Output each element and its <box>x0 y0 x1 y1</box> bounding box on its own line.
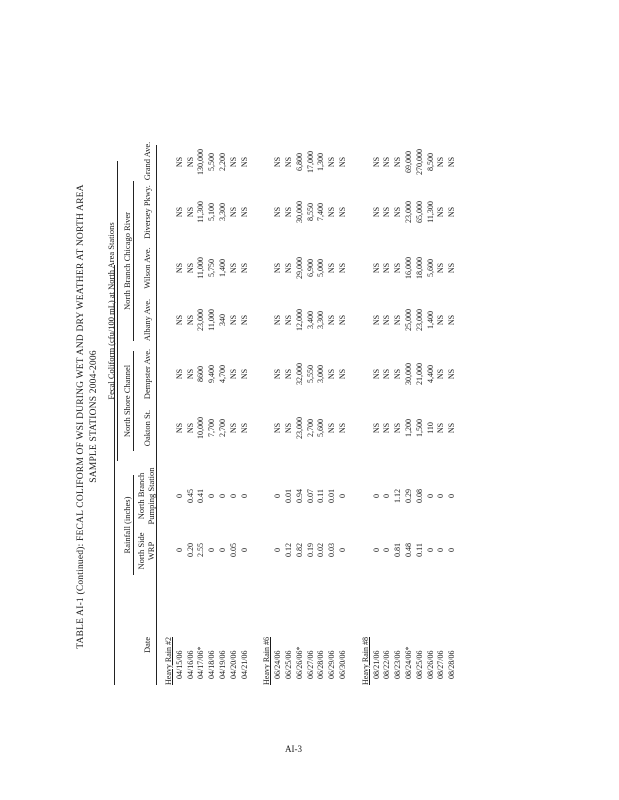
ps-cell: 0.08 <box>414 489 424 503</box>
date-cell: 04/21/06 <box>239 650 249 679</box>
wilson-cell: 1,400 <box>218 259 227 277</box>
dempster-header: Dempster Ave. <box>142 348 152 400</box>
albany-cell: NS <box>447 314 457 326</box>
oakton-cell: NS <box>393 422 403 434</box>
dempster-cell: NS <box>338 368 347 380</box>
ps-cell: 0 <box>338 494 347 498</box>
ps-cell: 0 <box>436 494 446 498</box>
ps-cell: 0 <box>218 494 227 498</box>
albany-cell: 1,400 <box>425 311 435 329</box>
albany-cell: 3,400 <box>305 311 315 329</box>
grand-cell: NS <box>371 156 381 168</box>
wrp-cell: 0 <box>382 548 392 552</box>
albany-cell: 12,000 <box>294 309 304 331</box>
fecal-group-rule <box>117 161 118 461</box>
ps-cell: 0.41 <box>196 489 206 503</box>
dempster-cell: NS <box>284 368 293 380</box>
dempster-cell: NS <box>382 368 392 380</box>
ps-cell: 0 <box>273 494 283 498</box>
wilson-cell: NS <box>327 262 337 274</box>
diversey-cell: NS <box>174 206 184 218</box>
wilson-cell: 5,000 <box>316 259 326 277</box>
diversey-cell: 5,100 <box>207 203 217 221</box>
albany-cell: NS <box>338 314 347 326</box>
albany-cell: NS <box>436 314 446 326</box>
date-cell: 04/15/06 <box>174 650 184 679</box>
grand-cell: 6,800 <box>294 153 304 171</box>
wilson-cell: NS <box>273 262 283 274</box>
wrp-cell: 0 <box>338 548 347 552</box>
diversey-cell: NS <box>382 206 392 218</box>
wrp-cell: 0 <box>174 548 184 552</box>
oakton-cell: NS <box>174 422 184 434</box>
diversey-cell: NS <box>327 206 337 218</box>
albany-cell: 340 <box>218 314 227 326</box>
table-subtitle: SAMPLE STATIONS 2004-2006 <box>89 350 99 483</box>
diversey-cell: NS <box>228 206 238 218</box>
albany-cell: NS <box>273 314 283 326</box>
date-cell: 04/20/06 <box>228 650 238 679</box>
albany-cell: 11,000 <box>207 309 217 331</box>
diversey-cell: NS <box>447 206 457 218</box>
diversey-cell: NS <box>436 206 446 218</box>
grand-cell: NS <box>239 156 249 168</box>
diversey-cell: 8,550 <box>305 203 315 221</box>
section-heading: Heavy Rain #2 <box>164 637 173 685</box>
grand-cell: NS <box>393 156 403 168</box>
dempster-cell: NS <box>185 368 195 380</box>
grand-cell: 1,300 <box>316 153 326 171</box>
date-cell: 08/21/06 <box>371 650 381 679</box>
date-cell: 08/27/06 <box>436 650 446 679</box>
date-cell: 04/17/06* <box>196 646 206 679</box>
ps-cell: 0 <box>207 494 217 498</box>
grand-cell: 17,000 <box>305 151 315 173</box>
oakton-cell: NS <box>447 422 457 434</box>
wilson-cell: NS <box>228 262 238 274</box>
dempster-cell: NS <box>273 368 283 380</box>
diversey-cell: 3,300 <box>218 203 227 221</box>
albany-cell: NS <box>371 314 381 326</box>
rainfall-group-header: Rainfall (inches) <box>122 496 132 554</box>
wrp-cell: 0 <box>207 548 217 552</box>
oakton-cell: NS <box>371 422 381 434</box>
section-heading: Heavy Rain #6 <box>262 637 272 685</box>
grand-cell: 270,000 <box>414 149 424 175</box>
header-rule-bottom <box>156 145 157 685</box>
north-branch-chicago-river-rule <box>133 181 134 341</box>
grand-cell: NS <box>327 156 337 168</box>
dempster-cell: NS <box>239 368 249 380</box>
wrp-cell: 0.82 <box>294 543 304 557</box>
date-cell: 08/25/06 <box>414 650 424 679</box>
dempster-cell: NS <box>174 368 184 380</box>
north-branch-ps-header: North Branch Pumping Station <box>136 467 156 525</box>
grand-cell: 8,500 <box>425 153 435 171</box>
grand-cell: NS <box>174 156 184 168</box>
wrp-cell: 0.81 <box>393 543 403 557</box>
albany-cell: NS <box>228 314 238 326</box>
diversey-cell: 65,000 <box>414 201 424 223</box>
oakton-cell: 1,500 <box>414 419 424 437</box>
dempster-cell: NS <box>327 368 337 380</box>
oakton-cell: NS <box>185 422 195 434</box>
albany-cell: 23,000 <box>196 309 206 331</box>
diversey-cell: NS <box>284 206 293 218</box>
oakton-cell: 10,000 <box>196 417 206 439</box>
albany-cell: NS <box>284 314 293 326</box>
dempster-cell: 21,000 <box>414 363 424 385</box>
albany-cell: NS <box>174 314 184 326</box>
date-column-header: Date <box>142 636 152 654</box>
albany-cell: NS <box>382 314 392 326</box>
dempster-cell: NS <box>371 368 381 380</box>
wilson-cell: 18,000 <box>414 257 424 279</box>
wilson-cell: 29,000 <box>294 257 304 279</box>
rotated-table <box>70 140 490 693</box>
wilson-cell: NS <box>447 262 457 274</box>
diversey-cell: NS <box>185 206 195 218</box>
grand-cell: 5,500 <box>207 153 217 171</box>
albany-cell: NS <box>327 314 337 326</box>
date-cell: 06/27/06 <box>305 650 315 679</box>
dempster-cell: NS <box>447 368 457 380</box>
ps-cell: 1.12 <box>393 489 403 503</box>
diversey-cell: 23,000 <box>404 201 413 223</box>
ps-cell: 0.07 <box>305 489 315 503</box>
dempster-cell: 8600 <box>196 366 206 382</box>
wilson-cell: NS <box>382 262 392 274</box>
oakton-cell: NS <box>228 422 238 434</box>
grand-cell: 69,000 <box>404 151 413 173</box>
north-shore-channel-rule <box>133 351 134 451</box>
date-cell: 06/25/06 <box>284 650 293 679</box>
date-cell: 08/23/06 <box>393 650 403 679</box>
date-cell: 06/30/06 <box>338 650 347 679</box>
albany-cell: 3,300 <box>316 311 326 329</box>
ps-cell: 0.29 <box>404 489 413 503</box>
wrp-cell: 2.55 <box>196 543 206 557</box>
albany-cell: 25,000 <box>404 309 413 331</box>
wrp-cell: 0.12 <box>284 543 293 557</box>
date-cell: 06/26/06* <box>294 646 304 679</box>
dempster-cell: 30,000 <box>404 363 413 385</box>
grand-cell: NS <box>338 156 347 168</box>
ps-cell: 0.01 <box>327 489 337 503</box>
diversey-cell: 11,300 <box>425 201 435 223</box>
wrp-cell: 0 <box>425 548 435 552</box>
date-cell: 04/19/06 <box>218 650 227 679</box>
wrp-cell: 0 <box>273 548 283 552</box>
ps-cell: 0.11 <box>316 489 326 503</box>
wrp-cell: 0.11 <box>414 543 424 557</box>
oakton-cell: 2,700 <box>218 419 227 437</box>
albany-cell: NS <box>239 314 249 326</box>
wrp-cell: 0.48 <box>404 543 413 557</box>
oakton-cell: NS <box>436 422 446 434</box>
oakton-header: Oakton St. <box>142 409 152 447</box>
oakton-cell: 7,700 <box>207 419 217 437</box>
albany-cell: NS <box>185 314 195 326</box>
north-side-wrp-header: North Side WRP <box>136 532 156 570</box>
albany-cell: 23,000 <box>414 309 424 331</box>
grand-cell: 2,200 <box>218 153 227 171</box>
fecal-group-header: Fecal Coliform (cfu/100 mL) at North Area Stations <box>106 222 116 400</box>
wilson-cell: 5,600 <box>425 259 435 277</box>
albany-cell: NS <box>393 314 403 326</box>
date-cell: 06/28/06 <box>316 650 326 679</box>
rainfall-group-rule <box>133 475 134 575</box>
wrp-cell: 0.02 <box>316 543 326 557</box>
dempster-cell: 4,700 <box>218 365 227 383</box>
diversey-header: Diversey Pkwy. <box>142 185 152 239</box>
diversey-cell: NS <box>371 206 381 218</box>
date-cell: 06/29/06 <box>327 650 337 679</box>
diversey-cell: 7,400 <box>316 203 326 221</box>
wilson-cell: 6,900 <box>305 259 315 277</box>
oakton-cell: NS <box>273 422 283 434</box>
oakton-cell: NS <box>239 422 249 434</box>
diversey-cell: 30,000 <box>294 201 304 223</box>
grand-cell: NS <box>228 156 238 168</box>
ps-cell: 0.45 <box>185 489 195 503</box>
grand-cell: NS <box>284 156 293 168</box>
oakton-cell: NS <box>327 422 337 434</box>
wilson-cell: NS <box>174 262 184 274</box>
ps-cell: 0 <box>371 494 381 498</box>
grand-cell: NS <box>273 156 283 168</box>
dempster-cell: 9,400 <box>207 365 217 383</box>
north-shore-channel-header: North Shore Channel <box>122 364 132 438</box>
ps-cell: 0.94 <box>294 489 304 503</box>
date-cell: 08/28/06 <box>447 650 457 679</box>
wilson-cell: NS <box>185 262 195 274</box>
date-cell: 06/24/06 <box>273 650 283 679</box>
wilson-cell: NS <box>338 262 347 274</box>
section-heading: Heavy Rain #8 <box>360 637 370 685</box>
oakton-cell: 1,200 <box>404 419 413 437</box>
albany-header: Albany Ave. <box>142 298 152 342</box>
wilson-cell: 5,750 <box>207 259 217 277</box>
dempster-cell: 3,000 <box>316 365 326 383</box>
grand-cell: NS <box>447 156 457 168</box>
grand-cell: 130,000 <box>196 149 206 175</box>
dempster-cell: NS <box>393 368 403 380</box>
oakton-cell: NS <box>338 422 347 434</box>
grand-cell: NS <box>185 156 195 168</box>
ps-cell: 0 <box>425 494 435 498</box>
diversey-cell: NS <box>239 206 249 218</box>
oakton-cell: 23,000 <box>294 417 304 439</box>
date-cell: 08/24/06* <box>404 646 413 679</box>
oakton-cell: 5,600 <box>316 419 326 437</box>
wrp-cell: 0.03 <box>327 543 337 557</box>
ps-cell: 0.01 <box>284 489 293 503</box>
dempster-cell: NS <box>436 368 446 380</box>
page-number: AI-3 <box>285 744 302 754</box>
wilson-cell: 16,000 <box>404 257 413 279</box>
grand-cell: NS <box>382 156 392 168</box>
dempster-cell: 32,000 <box>294 363 304 385</box>
date-cell: 08/26/06 <box>425 650 435 679</box>
ps-cell: 0 <box>174 494 184 498</box>
grand-cell: NS <box>436 156 446 168</box>
wrp-cell: 0 <box>218 548 227 552</box>
diversey-cell: NS <box>273 206 283 218</box>
diversey-cell: NS <box>393 206 403 218</box>
grand-header: Grand Ave. <box>142 141 152 181</box>
oakton-cell: 2,700 <box>305 419 315 437</box>
wrp-cell: 0.19 <box>305 543 315 557</box>
ps-cell: 0 <box>447 494 457 498</box>
wrp-cell: 0 <box>239 548 249 552</box>
oakton-cell: 110 <box>425 422 435 434</box>
date-cell: 08/22/06 <box>382 650 392 679</box>
north-branch-chicago-river-header: North Branch Chicago River <box>122 212 132 310</box>
wrp-cell: 0.05 <box>228 543 238 557</box>
wilson-cell: NS <box>436 262 446 274</box>
ps-cell: 0 <box>239 494 249 498</box>
wrp-cell: 0.20 <box>185 543 195 557</box>
ps-cell: 0 <box>382 494 392 498</box>
oakton-cell: NS <box>382 422 392 434</box>
diversey-cell: NS <box>338 206 347 218</box>
table-title: TABLE AI-1 (Continued): FECAL COLIFORM OF WSI DURING WET AND DRY WEATHER AT NORTH AREA <box>76 184 86 649</box>
wilson-cell: 11,000 <box>196 257 206 279</box>
wilson-cell: NS <box>284 262 293 274</box>
date-cell: 04/16/06 <box>185 650 195 679</box>
wrp-cell: 0 <box>447 548 457 552</box>
date-cell: 04/18/06 <box>207 650 217 679</box>
wilson-cell: NS <box>239 262 249 274</box>
dempster-cell: 5,550 <box>305 365 315 383</box>
wilson-cell: NS <box>393 262 403 274</box>
dempster-cell: NS <box>228 368 238 380</box>
oakton-cell: NS <box>284 422 293 434</box>
dempster-cell: 4,400 <box>425 365 435 383</box>
wilson-cell: NS <box>371 262 381 274</box>
diversey-cell: 11,300 <box>196 201 206 223</box>
wrp-cell: 0 <box>436 548 446 552</box>
wilson-header: Wilson Ave. <box>142 247 152 289</box>
ps-cell: 0 <box>228 494 238 498</box>
wrp-cell: 0 <box>371 548 381 552</box>
